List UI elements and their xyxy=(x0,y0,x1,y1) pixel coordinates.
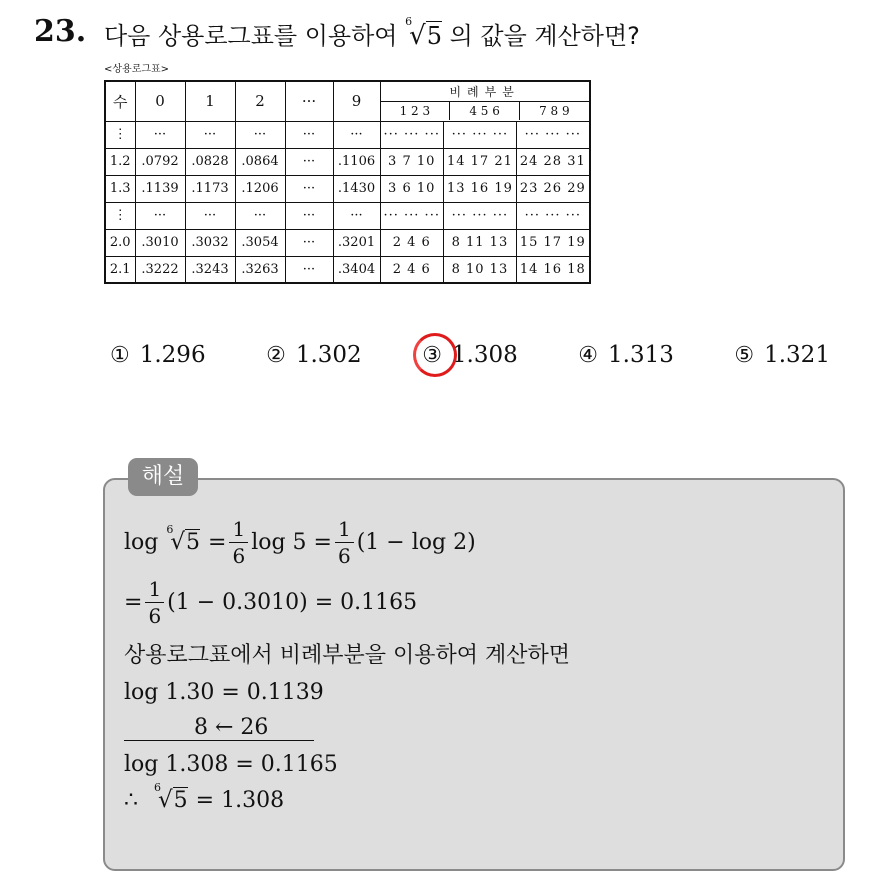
choice-4[interactable]: ④ 1.313 xyxy=(578,342,674,368)
table-cell-v2: ··· xyxy=(235,121,285,148)
question-number: 23. xyxy=(34,14,87,49)
explanation-line-4: log 1.30 = 0.1139 xyxy=(124,679,324,705)
table-cell-v0: ··· xyxy=(135,121,185,148)
table-row xyxy=(105,202,590,229)
table-cell-v1: .3243 xyxy=(185,256,235,283)
table-cell-p3: ··· ··· ··· xyxy=(516,202,589,229)
table-cell-v0: ··· xyxy=(135,202,185,229)
sixth-root-of-5: 6 √5 xyxy=(405,15,442,51)
table-cell-vd: ··· xyxy=(285,256,333,283)
table-cell-vd: ··· xyxy=(285,202,333,229)
log-table xyxy=(104,80,591,284)
table-cell-n: ⋮ xyxy=(105,121,135,148)
col-header-number: 수 xyxy=(105,81,135,121)
col-header-2: 2 xyxy=(235,81,285,121)
table-cell-n: 1.2 xyxy=(105,148,135,175)
table-cell-v9: .1106 xyxy=(333,148,380,175)
explanation-line-7: ∴ 6 √5 = 1.308 xyxy=(124,781,285,813)
table-cell-n: 1.3 xyxy=(105,175,135,202)
table-cell-vd: ··· xyxy=(285,175,333,202)
table-cell-v9: .3201 xyxy=(333,229,380,256)
table-cell-p1: 2 4 6 xyxy=(380,256,443,283)
table-cell-p3: 14 16 18 xyxy=(516,256,589,283)
table-cell-v1: ··· xyxy=(185,202,235,229)
table-cell-v9: ··· xyxy=(333,202,380,229)
choice-1[interactable]: ① 1.296 xyxy=(110,342,206,368)
explanation-content xyxy=(124,512,824,818)
table-row xyxy=(105,175,590,202)
table-cell-p1: ··· ··· ··· xyxy=(380,121,443,148)
table-cell-v2: .3263 xyxy=(235,256,285,283)
table-cell-v9: .1430 xyxy=(333,175,380,202)
table-cell-p2: ··· ··· ··· xyxy=(443,121,516,148)
answer-mark-circle xyxy=(413,333,457,377)
table-cell-v2: .1206 xyxy=(235,175,285,202)
answer-choices xyxy=(110,342,830,368)
table-cell-vd: ··· xyxy=(285,121,333,148)
table-cell-v9: ··· xyxy=(333,121,380,148)
table-cell-p3: 15 17 19 xyxy=(516,229,589,256)
table-cell-v1: ··· xyxy=(185,121,235,148)
table-caption: <상용로그표> xyxy=(104,64,170,75)
choice-2[interactable]: ② 1.302 xyxy=(266,342,362,368)
question-text-before: 다음 상용로그표를 이용하여 xyxy=(104,22,398,50)
col-header-proportional: 비례부분 1 2 3 4 5 6 7 8 9 xyxy=(380,81,590,121)
col-header-9: 9 xyxy=(333,81,380,121)
question-text-after: 의 값을 계산하면? xyxy=(449,22,640,50)
table-cell-v0: .3222 xyxy=(135,256,185,283)
log-table-body xyxy=(105,121,590,283)
table-cell-v0: .3010 xyxy=(135,229,185,256)
table-cell-vd: ··· xyxy=(285,148,333,175)
table-cell-v9: .3404 xyxy=(333,256,380,283)
explanation-line-1: log 6 √5 = $\frac{1}{6}$ log 5 = $\frac{1}{6}$ (1 − log 2) xyxy=(124,516,476,568)
table-cell-p1: 3 6 10 xyxy=(380,175,443,202)
table-cell-n: 2.1 xyxy=(105,256,135,283)
table-cell-p2: 13 16 19 xyxy=(443,175,516,202)
explanation-line-6: log 1.308 = 0.1165 xyxy=(124,751,338,777)
table-row xyxy=(105,121,590,148)
table-cell-n: 2.0 xyxy=(105,229,135,256)
table-cell-p1: 2 4 6 xyxy=(380,229,443,256)
table-cell-v2: .3054 xyxy=(235,229,285,256)
table-cell-v1: .0828 xyxy=(185,148,235,175)
table-cell-v0: .1139 xyxy=(135,175,185,202)
explanation-line-5: 8 ← 26 xyxy=(124,710,824,746)
table-cell-vd: ··· xyxy=(285,229,333,256)
choice-3[interactable]: ③ 1.308 xyxy=(422,342,518,368)
choice-5[interactable]: ⑤ 1.321 xyxy=(734,342,830,368)
table-cell-p3: 24 28 31 xyxy=(516,148,589,175)
explanation-line-3: 상용로그표에서 비례부분을 이용하여 계산하면 xyxy=(124,642,571,668)
table-cell-v2: .0864 xyxy=(235,148,285,175)
table-cell-p3: ··· ··· ··· xyxy=(516,121,589,148)
table-cell-p1: ··· ··· ··· xyxy=(380,202,443,229)
table-row xyxy=(105,256,590,283)
table-cell-p1: 3 7 10 xyxy=(380,148,443,175)
table-cell-v1: .3032 xyxy=(185,229,235,256)
table-row xyxy=(105,148,590,175)
table-cell-v0: .0792 xyxy=(135,148,185,175)
question-text xyxy=(104,16,640,51)
table-cell-v2: ··· xyxy=(235,202,285,229)
table-cell-p2: ··· ··· ··· xyxy=(443,202,516,229)
table-cell-p2: 8 10 13 xyxy=(443,256,516,283)
col-header-0: 0 xyxy=(135,81,185,121)
col-header-ellipsis: ··· xyxy=(285,81,333,121)
table-cell-n: ⋮ xyxy=(105,202,135,229)
table-cell-p2: 14 17 21 xyxy=(443,148,516,175)
table-cell-v1: .1173 xyxy=(185,175,235,202)
explanation-line-2: = $\frac{1}{6}$ (1 − 0.3010) = 0.1165 xyxy=(124,576,418,628)
table-cell-p3: 23 26 29 xyxy=(516,175,589,202)
explanation-label: 해설 xyxy=(128,458,198,496)
col-header-1: 1 xyxy=(185,81,235,121)
table-cell-p2: 8 11 13 xyxy=(443,229,516,256)
table-row xyxy=(105,229,590,256)
